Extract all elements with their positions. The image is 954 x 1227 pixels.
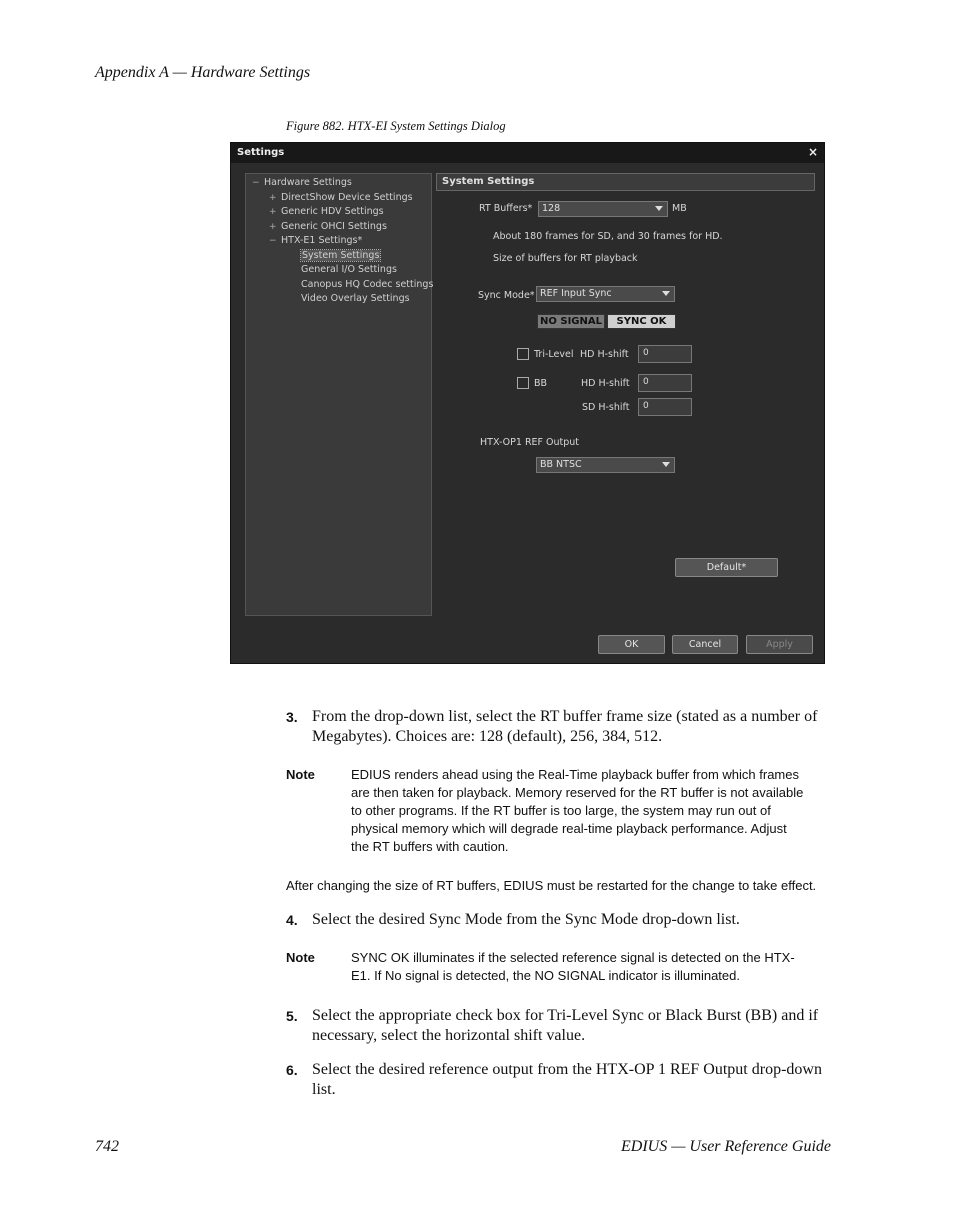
step-4 — [286, 910, 831, 930]
step-text: From the drop-down list, select the RT buffer frame size (stated as a number of Megabytes). Choices are: 128 (default), 256, 384, 512. — [312, 708, 818, 745]
note-sync-ok — [286, 949, 816, 985]
tree-item-label: Video Overlay Settings — [301, 293, 410, 304]
tree-item-directshow[interactable] — [269, 192, 413, 203]
expand-icon[interactable]: + — [269, 222, 277, 232]
tree-item-label: General I/O Settings — [301, 264, 397, 275]
tree-item-label: Generic OHCI Settings — [281, 221, 387, 232]
rt-buffers-value: 128 — [542, 203, 561, 214]
note-text: SYNC OK illuminates if the selected reference signal is detected on the HTX-E1. If No signal is detected, the NO SIGNAL indicator is illuminated. — [351, 950, 795, 983]
step-text: Select the desired Sync Mode from the Sync Mode drop-down list. — [312, 911, 740, 928]
settings-tree — [245, 173, 432, 616]
tri-level-label: Tri-Level — [534, 349, 574, 360]
sync-mode-label: Sync Mode* — [478, 290, 535, 301]
sync-mode-dropdown[interactable] — [536, 286, 675, 302]
collapse-icon[interactable]: − — [252, 178, 260, 188]
collapse-icon[interactable]: − — [269, 236, 277, 246]
tri-level-hd-hshift-label: HD H-shift — [580, 349, 629, 360]
tree-item-label: HTX-E1 Settings* — [281, 235, 363, 246]
note-text: EDIUS renders ahead using the Real-Time playback buffer from which frames are then taken for playback. Memory reserved for the RT buffer is not available to other programs. If the RT buffer is too large, the system may run out of physical memory which will degrade real-time playback performance. Adjust the RT buffers with caution. — [351, 767, 804, 854]
rt-buffers-unit: MB — [672, 203, 687, 214]
tree-item-generic-ohci[interactable] — [269, 221, 387, 232]
note-label: Note — [286, 950, 315, 965]
step-text: Select the appropriate check box for Tri-Level Sync or Black Burst (BB) and if necessary, select the horizontal shift value. — [312, 1007, 819, 1044]
tree-item-hardware-settings[interactable] — [252, 177, 352, 188]
panel-title: System Settings — [442, 176, 535, 187]
tree-item-label: Hardware Settings — [264, 177, 352, 188]
default-button[interactable]: Default* — [675, 558, 778, 577]
tri-level-checkbox[interactable] — [517, 348, 529, 360]
dialog-title: Settings — [237, 147, 285, 158]
tree-item-label: Generic HDV Settings — [281, 206, 384, 217]
step-6 — [286, 1060, 831, 1100]
tree-item-label: Canopus HQ Codec settings — [301, 279, 434, 290]
bb-label: BB — [534, 378, 548, 389]
ref-output-label: HTX-OP1 REF Output — [480, 437, 580, 448]
apply-button[interactable]: Apply — [746, 635, 813, 654]
note-rt-buffer — [286, 766, 816, 856]
tri-level-hd-hshift-input[interactable] — [638, 345, 692, 363]
no-signal-indicator: NO SIGNAL — [537, 314, 605, 329]
step-number: 5. — [286, 1008, 298, 1024]
step-number: 4. — [286, 912, 298, 928]
bb-hd-hshift-label: HD H-shift — [581, 378, 630, 389]
sync-mode-value: REF Input Sync — [540, 288, 612, 299]
settings-dialog — [230, 142, 825, 664]
tree-item-label: DirectShow Device Settings — [281, 192, 413, 203]
figure-caption: Figure 882. HTX-EI System Settings Dialog — [286, 119, 506, 133]
expand-icon[interactable]: + — [269, 207, 277, 217]
step-5 — [286, 1006, 831, 1046]
field-value: 0 — [643, 401, 649, 411]
bb-sd-hshift-input[interactable] — [638, 398, 692, 416]
tree-item-system-settings[interactable] — [301, 250, 380, 261]
chevron-down-icon — [662, 462, 670, 467]
close-icon[interactable]: × — [807, 145, 818, 159]
ref-output-value: BB NTSC — [540, 459, 582, 470]
expand-icon[interactable]: + — [269, 193, 277, 203]
tree-item-htx-e1[interactable] — [269, 235, 362, 246]
ok-button[interactable]: OK — [598, 635, 665, 654]
tree-item-canopus-hq[interactable] — [301, 279, 433, 290]
cancel-button[interactable]: Cancel — [672, 635, 738, 654]
rt-info-size: Size of buffers for RT playback — [493, 253, 638, 264]
step-number: 6. — [286, 1062, 298, 1078]
step-text: Select the desired reference output from the HTX-OP 1 REF Output drop-down list. — [312, 1061, 822, 1098]
rt-buffers-dropdown[interactable] — [538, 201, 668, 217]
chevron-down-icon — [662, 291, 670, 296]
tree-item-generic-hdv[interactable] — [269, 206, 384, 217]
bb-sd-hshift-label: SD H-shift — [582, 402, 630, 413]
bb-hd-hshift-input[interactable] — [638, 374, 692, 392]
ref-output-dropdown[interactable] — [536, 457, 675, 473]
rt-buffers-label: RT Buffers* — [479, 203, 533, 214]
bb-checkbox[interactable] — [517, 377, 529, 389]
tree-item-video-overlay[interactable] — [301, 293, 410, 304]
sync-ok-indicator: SYNC OK — [607, 314, 676, 329]
tree-item-general-io[interactable] — [301, 264, 397, 275]
panel-header — [436, 173, 815, 191]
chevron-down-icon — [655, 206, 663, 211]
field-value: 0 — [643, 348, 649, 358]
rt-info-frames: About 180 frames for SD, and 30 frames for HD. — [493, 231, 723, 242]
running-header: Appendix A — Hardware Settings — [95, 64, 311, 81]
step-number: 3. — [286, 709, 298, 725]
note-label: Note — [286, 767, 315, 782]
page-number: 742 — [95, 1138, 119, 1155]
dialog-titlebar — [231, 143, 824, 163]
tree-item-label: System Settings — [302, 250, 380, 261]
running-footer: EDIUS — User Reference Guide — [620, 1138, 831, 1155]
field-value: 0 — [643, 377, 649, 387]
restart-paragraph: After changing the size of RT buffers, EDIUS must be restarted for the change to take effect. — [286, 878, 817, 893]
step-3 — [286, 707, 831, 747]
